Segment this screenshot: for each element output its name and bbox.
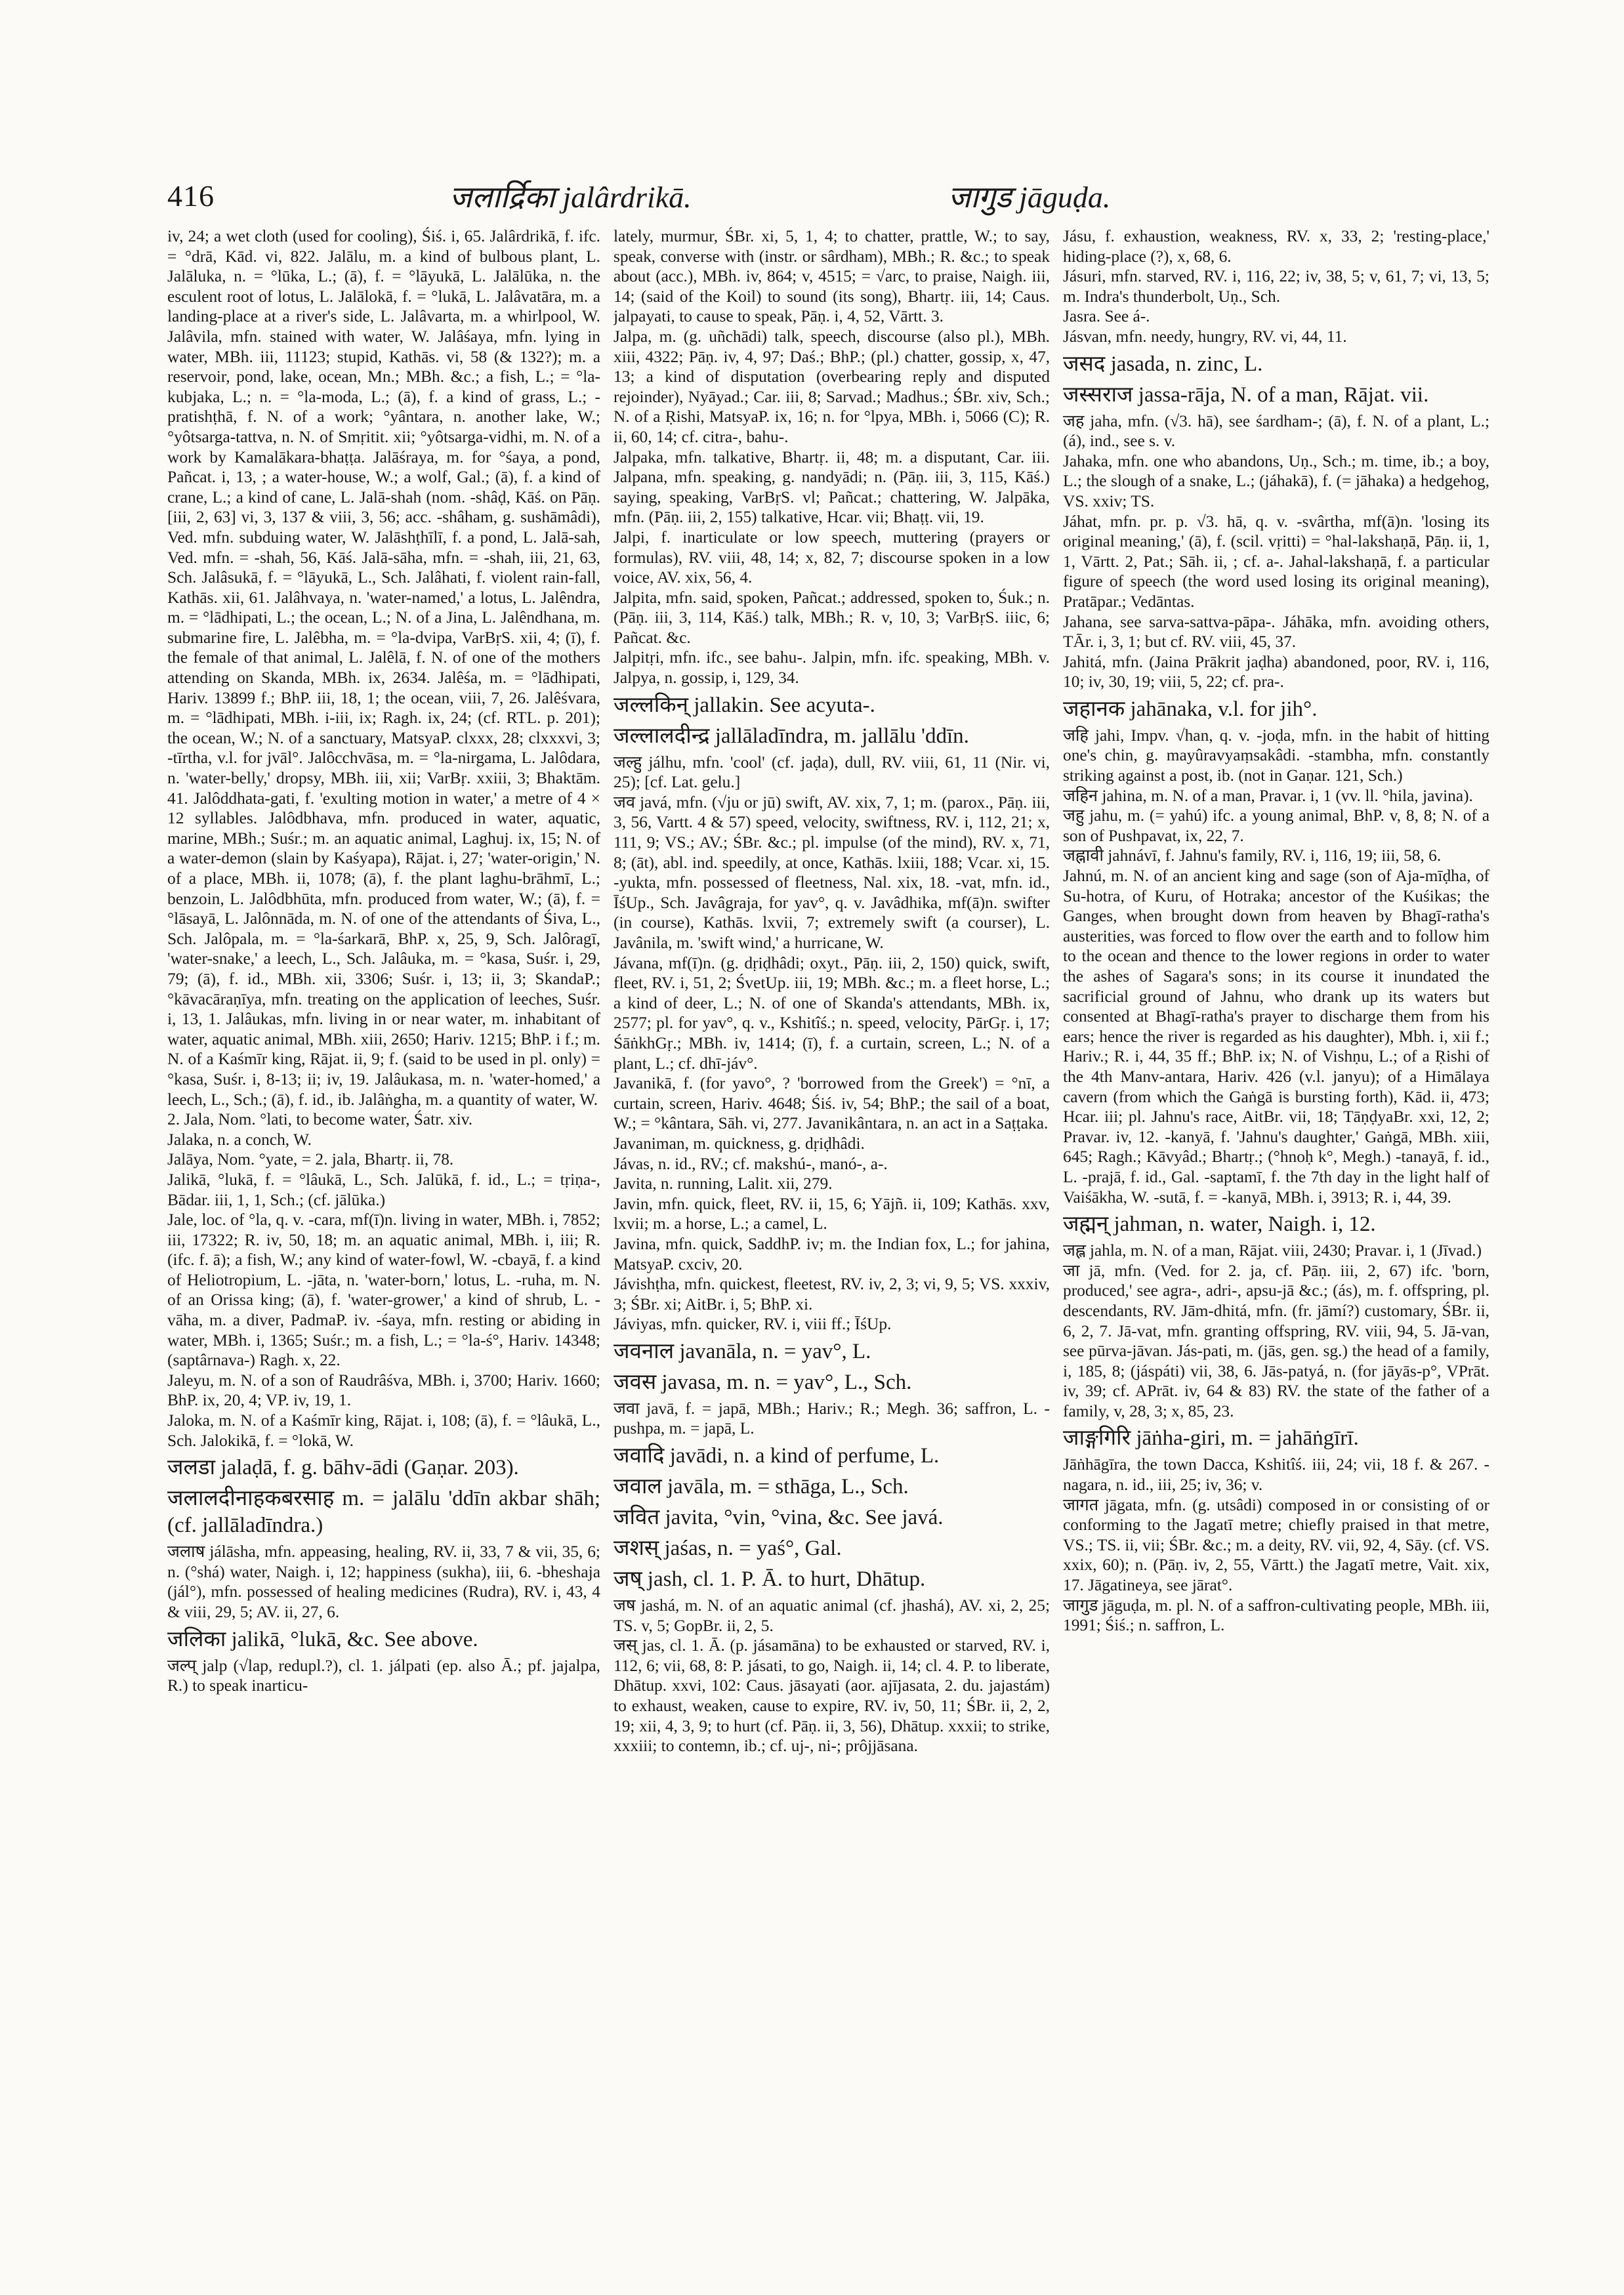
dictionary-entry: जा jā, mfn. (Ved. for 2. ja, cf. Pāṇ. iii, 2, 67) ifc. 'born, produced,' see agra-, adri-, apsu-jā &c.; (ás), m. f. offspring, pl. descendants, RV. Jām-dhitá, mfn. (fr. jāmí?) customary, ŚBr. ii, 6, 2, 7. Jā-vat, mfn. granting offspring, RV. viii, 94, 5. Jā-van, see pūrva-jāvan. Jás-pati, m. (jās, gen. sg.) the head of a family, i, 185, 8; (jáspáti) vii, 38, 6. Jās-patyá, n. (for jāyās-p°, VPrāt. iv, 39; cf. APrāt. iv, 64 & 83) RV. the state of the father of a family, v, 28, 3; x, 85, 23. bbox=[1063, 1261, 1489, 1420]
dictionary-entry: Jáhat, mfn. pr. p. √3. hā, q. v. -svârtha, mf(ā)n. 'losing its original meaning,' (ā), f. (scil. vṛitti) = °hal-lakshaṇā, Pāṇ. ii, 1, 1, Vārtt. 2, Pat.; Sāh. ii, ; cf. a-. Jahal-lakshaṇā, f. a particular figure of speech (the word used losing its original meaning), Pratāpar.; Vedāntas. bbox=[1063, 512, 1489, 611]
running-head-right: जागुड jāguḍa. bbox=[948, 180, 1111, 214]
dictionary-entry: जल्हु jálhu, mfn. 'cool' (cf. jaḍa), dull, RV. viii, 61, 11 (Nir. vi, 25); [cf. Lat. gelu.] bbox=[614, 753, 1050, 792]
dictionary-entry: जह्मन् jahman, n. water, Naigh. i, 12. bbox=[1063, 1212, 1376, 1237]
dictionary-entry: Jalpitṛi, mfn. ifc., see bahu-. Jalpin, mfn. ifc. speaking, MBh. v. Jalpya, n. gossip, i, 129, 34. bbox=[614, 648, 1050, 688]
dictionary-entry: जल्लकिन् jallakin. See acyuta-. bbox=[614, 693, 875, 717]
running-head-left: जलार्द्रिका jalârdrikā. bbox=[449, 180, 692, 214]
dictionary-entry: Jalāya, Nom. °yate, = 2. jala, Bhartṛ. ii, 78. bbox=[167, 1150, 454, 1169]
dictionary-entry: जलाष jálāsha, mfn. appeasing, healing, RV. ii, 33, 7 & vii, 35, 6; n. (°shá) water, Naigh. i, 12; happiness (sukha), iii, 6. -bheshaja (jál°), mfn. possessed of healing medicines (Rudra), RV. i, 43, 4 & viii, 29, 5; AV. ii, 27, 6. bbox=[167, 1542, 600, 1621]
dictionary-entry: जवनाल javanāla, n. = yav°, L. bbox=[614, 1339, 871, 1363]
dictionary-entry: जसद jasada, n. zinc, L. bbox=[1063, 352, 1263, 376]
dictionary-entry: जहु jahu, m. (= yahú) ifc. a young animal, BhP. v, 8, 8; N. of a son of Pushpavat, ix, 22, 7. bbox=[1063, 806, 1489, 845]
dictionary-entry: Jale, loc. of °la, q. v. -cara, mf(ī)n. living in water, MBh. i, 7852; iii, 17322; R. iv, 50, 18; m. an aquatic animal, MBh. i, iii; R. (ifc. f. ā); a fish, W.; any kind of water-fowl, W. -cbayā, f. a kind of Heliotropium, L. -jāta, n. 'water-born,' lotus, L. -ruha, m. N. of an Orissa king; (ā), f. 'water-grower,' a kind of shrub, L. -vāha, m. a diver, PadmaP. iv. -śaya, mfn. resting or abiding in water, MBh. i, 1365; Suśr.; m. a fish, L.; = °la-ś°, Hariv. 14348; (saptârnava-) Ragh. x, 22. bbox=[167, 1210, 600, 1370]
dictionary-entry: जल्प् jalp (√lap, redupl.?), cl. 1. jálpati (ep. also Ā.; pf. jajalpa, R.) to speak inarticu- bbox=[167, 1656, 600, 1695]
dictionary-entry: जवस javasa, m. n. = yav°, L., Sch. bbox=[614, 1370, 912, 1394]
dictionary-entry: जवित javita, °vin, °vina, &c. See javá. bbox=[614, 1506, 944, 1530]
dictionary-column-1 bbox=[167, 226, 600, 2244]
dictionary-entry: जल्लालदीन्द्र jallāladīndra, m. jallālu 'ddīn. bbox=[614, 724, 969, 748]
dictionary-column-3 bbox=[1063, 226, 1489, 2244]
dictionary-entry: Javaniman, m. quickness, g. dṛiḍhâdi. bbox=[614, 1134, 865, 1153]
dictionary-entry: Jalpaka, mfn. talkative, Bhartṛ. ii, 48; m. a disputant, Car. iii. Jalpana, mfn. speaking, g. nandyādi; n. (Pāṇ. iii, 3, 115, Kāś.) saying, speaking, VarBṛS. vl; Pañcat.; chattering, W. Jalpāka, mfn. (Pāṇ. iii, 2, 155) talkative, Hcar. vii; Bhaṭṭ. vii, 19. bbox=[614, 447, 1050, 527]
dictionary-entry: Jahnú, m. N. of an ancient king and sage (son of Aja-mīḍha, of Su-hotra, of Kuru, of Hotraka; ancestor of the Kuśikas; the Ganges, when brought down from heaven by Bhagī-ratha's austerities, was forced to flow over the earth and to follow him to the ocean and thence to the lower regions in order to water the ashes of Sagara's sons; in its course it inundated the sacrificial ground of Jahnu, who drank up its waters but consented at Bhagī-ratha's prayer to discharge them from his ears; hence the river is regarded as his daughter), Mbh. i, xii f.; Hariv.; R. i, 44, 35 ff.; BhP. ix; N. of Vishṇu, L.; of a Ṛishi of the 4th Manv-antara, Hariv. 426 (v.l. janyu); of a Himālaya cavern (from which the Gaṅgā is bursting forth), Kād. ii, 473; Hcar. iii; pl. Jahnu's race, AitBr. vii, 18; TāṇḍyaBr. xxi, 12, 2; Pravar. iv, 12. -kanyā, f. 'Jahnu's daughter,' Gaṅgā, MBh. xiii, 645; Ragh.; Kāvyâd.; Bhartṛ.; (°hnoḥ k°, Megh.) -tanayā, f. id., L. -prajā, f. id., Gal. -saptamī, f. the 7th day in the light half of Vaiśākha, W. -sutā, f. = -kanyā, MBh. i, 3913; R. i, 44, 39. bbox=[1063, 867, 1489, 1207]
dictionary-entry: Javin, mfn. quick, fleet, RV. ii, 15, 6; Yājñ. ii, 109; Kathās. xxv, lxvii; m. a horse, L.; a camel, L. bbox=[614, 1194, 1050, 1233]
dictionary-entry: जवादि javādi, n. a kind of perfume, L. bbox=[614, 1444, 940, 1468]
dictionary-entry: जलडा jalaḍā, f. g. bāhv-ādi (Gaṇar. 203). bbox=[167, 1456, 519, 1480]
dictionary-entry: जाङ्गगिरि jāṅha-giri, m. = jahāṅgīrī. bbox=[1063, 1426, 1359, 1451]
dictionary-entry: Jalpi, f. inarticulate or low speech, muttering (prayers or formulas), RV. viii, 48, 14; x, 82, 7; discourse spoken in a low voice, AV. xix, 56, 4. bbox=[614, 527, 1050, 587]
dictionary-entry: Javanikā, f. (for yavo°, ? 'borrowed from the Greek') = °nī, a curtain, screen, Hariv. 4648; Śiś. iv, 54; BhP.; the sail of a boat, W.; = °kântara, Sāh. vi, 277. Javanikântara, n. an act in a Saṭṭaka. bbox=[614, 1074, 1050, 1133]
dictionary-entry: lately, murmur, ŚBr. xi, 5, 1, 4; to chatter, prattle, W.; to say, speak, converse with (instr. or sârdham), MBh.; R. &c.; to speak about (acc.), MBh. iv, 864; v, 4515; = √arc, to praise, Naigh. iii, 14; (said of the Koil) to sound (its song), Bhartṛ. iii, 14; Caus. jalpayati, to cause to speak, Pāṇ. i, 4, 52, Vārtt. 3. bbox=[614, 227, 1050, 326]
dictionary-entry: जलिका jalikā, °lukā, &c. See above. bbox=[167, 1627, 478, 1651]
dictionary-entry: Jávas, n. id., RV.; cf. makshú-, manó-, a-. bbox=[614, 1154, 888, 1173]
dictionary-entry: Jalpa, m. (g. uñchādi) talk, speech, discourse (also pl.), MBh. xiii, 4322; Pāṇ. iv, 4, 97; Daś.; BhP.; (pl.) chatter, gossip, x, 47, 13; a kind of disputation (overbearing reply and disputed rejoinder), Nyāyad.; Car. iii, 8; Sarvad.; Madhus.; ŚBr. xiv, Sch.; N. of a Ṛishi, MatsyaP. ix, 16; n. for °lpya, MBh. i, 5066 (C); R. ii, 60, 14; cf. citra-, bahu-. bbox=[614, 327, 1050, 446]
dictionary-entry: जवा javā, f. = japā, MBh.; Hariv.; R.; Megh. 36; saffron, L. -pushpa, m. = japā, L. bbox=[614, 1399, 1050, 1438]
dictionary-entry: जष् jash, cl. 1. P. Ā. to hurt, Dhātup. bbox=[614, 1567, 926, 1592]
page-header bbox=[167, 172, 1480, 224]
dictionary-entry: Jahana, see sarva-sattva-pāpa-. Jáhāka, mfn. avoiding others, TĀr. i, 3, 1; but cf. RV. viii, 45, 37. bbox=[1063, 612, 1489, 651]
dictionary-entry: Jaloka, m. N. of a Kaśmīr king, Rājat. i, 108; (ā), f. = °lâukā, L., Sch. Jalokikā, f. = °lokā, W. bbox=[167, 1411, 600, 1450]
dictionary-entry: Jaleyu, m. N. of a son of Raudrâśva, MBh. i, 3700; Hariv. 1660; BhP. ix, 20, 4; VP. iv, 19, 1. bbox=[167, 1371, 600, 1410]
dictionary-entry: जहानक jahānaka, v.l. for jih°. bbox=[1063, 697, 1318, 721]
dictionary-column-2 bbox=[614, 226, 1050, 2244]
dictionary-entry: Jalikā, °lukā, f. = °lâukā, L., Sch. Jalūkā, f. id., L.; = tṛiṇa-, Bādar. iii, 1, 1, Sch.; (cf. jālūka.) bbox=[167, 1170, 600, 1209]
dictionary-entry: Jáviyas, mfn. quicker, RV. i, viii ff.; ĪśUp. bbox=[614, 1315, 892, 1334]
dictionary-entry: जह्ल jahla, m. N. of a man, Rājat. viii, 2430; Pravar. i, 1 (Jīvad.) bbox=[1063, 1241, 1482, 1260]
dictionary-entry: Jásu, f. exhaustion, weakness, RV. x, 33, 2; 'resting-place,' hiding-place (?), x, 68, 6. bbox=[1063, 227, 1489, 266]
dictionary-entry: Javita, n. running, Lalit. xii, 279. bbox=[614, 1174, 833, 1193]
dictionary-entry: जलालदीनाहकबरसाह m. = jalālu 'ddīn akbar shāh; (cf. jallāladīndra.) bbox=[167, 1487, 600, 1538]
dictionary-entry: जहिन jahina, m. N. of a man, Pravar. i, 1 (vv. ll. °hila, javina). bbox=[1063, 786, 1473, 805]
dictionary-entry: 2. Jala, Nom. °lati, to become water, Śatr. xiv. bbox=[167, 1110, 473, 1129]
dictionary-entry: जह jaha, mfn. (√3. hā), see śardham-; (ā), f. N. of a plant, L.; (á), ind., see s. v. bbox=[1063, 411, 1489, 451]
dictionary-entry: Jalpita, mfn. said, spoken, Pañcat.; addressed, spoken to, Śuk.; n. (Pāṇ. iii, 3, 114, Kāś.) talk, MBh.; R. v, 10, 3; VarBṛS. iiic, 6; Pañcat. &c. bbox=[614, 588, 1050, 647]
dictionary-entry: Jahaka, mfn. one who abandons, Uṇ., Sch.; m. time, ib.; a boy, L.; the slough of a snake, L.; (jáhakā), f. (= jāhaka) a hedgehog, VS. xxiv; TS. bbox=[1063, 451, 1489, 510]
dictionary-entry: जशस् jaśas, n. = yaś°, Gal. bbox=[614, 1537, 842, 1561]
dictionary-entry: जागुड jāguḍa, m. pl. N. of a saffron-cultivating people, MBh. iii, 1991; Śiś.; n. saffron, L. bbox=[1063, 1596, 1489, 1635]
dictionary-entry: Javina, mfn. quick, SaddhP. iv; m. the Indian fox, L.; for jahina, MatsyaP. cxciv, 20. bbox=[614, 1234, 1050, 1273]
dictionary-entry: जागत jāgata, mfn. (g. utsâdi) composed in or consisting of or conforming to the Jagatī metre; chiefly praised in that metre, VS.; TS. ii, vii; ŚBr. &c.; m. a deity, RV. vii, 92, 4, Sāy. (cf. VS. xxix, 60); n. (Pāṇ. iv, 2, 55, Vārtt.) the Jagatī metre, Vait. xix, 17. Jāgatineya, see jārat°. bbox=[1063, 1495, 1489, 1595]
dictionary-entry: जस् jas, cl. 1. Ā. (p. jásamāna) to be exhausted or starved, RV. i, 112, 6; vii, 68, 8: P. jásati, to go, Naigh. ii, 14; cl. 4. P. to liberate, Dhātup. xxvi, 102: Caus. jāsayati (aor. ajījasata, 2. du. jajastám) to exhaust, weaken, cause to expire, RV. iv, 50, 11; ŚBr. ii, 2, 2, 19; xii, 4, 3, 9; to hurt (cf. Pāṇ. ii, 3, 56), Dhātup. xxxii; to strike, xxxiii; to contemn, ib.; cf. uj-, ni-; prôjjāsana. bbox=[614, 1636, 1050, 1756]
dictionary-entry: जवाल javāla, m. = sthāga, L., Sch. bbox=[614, 1475, 909, 1499]
dictionary-entry: Jalaka, n. a conch, W. bbox=[167, 1130, 312, 1149]
dictionary-entry: जष jashá, m. N. of an aquatic animal (cf. jhashá), AV. xi, 2, 25; TS. v, 5; GopBr. ii, 2, 5. bbox=[614, 1596, 1050, 1635]
page-number: 416 bbox=[167, 179, 215, 213]
dictionary-entry: Jásvan, mfn. needy, hungry, RV. vi, 44, 11. bbox=[1063, 327, 1347, 346]
dictionary-entry: जस्सराज jassa-rāja, N. of a man, Rājat. vii. bbox=[1063, 382, 1429, 407]
dictionary-entry: iv, 24; a wet cloth (used for cooling), Śiś. i, 65. Jalârdrikā, f. ifc. = °drā, Kād. vi, 822. Jalālu, m. a kind of bulbous plant, L. Jalāluka, n. = °lūka, L.; (ā), f. = °lāyukā, L. Jalālūka, n. the esculent root of lotus, L. Jalālokā, f. = °lukā, L. Jalâvatāra, m. a landing-place at a river's side, L. Jalâvarta, m. a whirlpool, W. Jalâvila, mfn. stained with water, W. Jalâśaya, mfn. lying in water, MBh. iii, 11123; stupid, Kathās. vi, 58 (& 132?); m. a reservoir, pond, lake, ocean, Mn.; MBh. &c.; a fish, L.; = °la-kubjaka, L.; n. = °la-moda, L.; (ā), f. a kind of grass, L.; -pratishṭhā, f. N. of a work; °yântara, n. another lake, W.; °yôtsarga-tattva, n. N. of Smṛitit. xii; °yôtsarga-vidhi, m. N. of a work by Kamalākara-bhaṭṭa. Jalāśraya, m. for °śaya, a pond, Pañcat. i, 13, ; a water-house, W.; a wolf, Gal.; (ā), f. a kind of crane, L.; a kind of cane, L. Jalā-shah (nom. -shâḍ, Kāś. on Pāṇ. [iii, 2, 63] vi, 3, 137 & viii, 3, 56; acc. -shâham, g. sushāmâdi), Ved. mfn. subduing water, W. Jalāshṭhīlī, f. a pond, L. Jalā-sah, Ved. mfn. = -shah, 56, Kāś. Jalā-sāha, mfn. = -shah, iii, 21, 63, Sch. Jalâsukā, f. = °lāyukā, L., Sch. Jalâhati, f. violent rain-fall, Kathās. xii, 61. Jalâhvaya, n. 'water-named,' a lotus, L. Jalêndra, m. = °lādhipati, L.; the ocean, L.; N. of a Jina, L. Jalêndhana, m. submarine fire, L. Jalêbha, m. = °la-dvipa, VarBṛS. xii, 4; (ī), f. the female of that animal, L. Jalêlā, f. N. of one of the mothers attending on Skanda, MBh. ix, 2634. Jalêśa, m. = °lādhipati, Hariv. 13899 f.; BhP. iii, 18, 1; the ocean, viii, 7, 26. Jalêśvara, m. = °lādhipati, MBh. i-iii, ix; Ragh. ix, 24; (cf. RTL. p. 201); the ocean, W.; N. of a sanctuary, MatsyaP. clxxx, 28; clxxxvi, 3; -tīrtha, v.l. for jvāl°. Jalôcchvāsa, m. = °la-nirgama, L. Jalôdara, n. 'water-belly,' dropsy, MBh. iii, xii; VarBṛ. xxiii, 3; Bhaktām. 41. Jalôddhata-gati, f. 'exulting motion in water,' a metre of 4 × 12 syllables. Jalôdbhava, mfn. produced in water, aquatic, marine, MBh.; Suśr.; m. an aquatic animal, Laghuj. ix, 15; N. of a water-demon (slain by Kaśyapa), Rājat. i, 27; 'water-origin,' N. of a place, MBh. ii, 1078; (ā), f. the plant laghu-brāhmī, L.; benzoin, L. Jalôdbhūta, mfn. produced from water, W.; (ā), f. = °lāsayā, L. Jalônnāda, m. N. of one of the attendants of Śiva, L., Sch. Jalôpala, m. = °la-śarkarā, BhP. x, 25, 9, Sch. Jalôragī, 'water-snake,' a leech, L., Sch. Jalâuka, m. = °kasa, Suśr. i, 29, 79; (ā), f. id., MBh. xii, 3306; Suśr. i, 13; ii, 3; SkandaP.; °kāvacāraṇīya, mfn. treating on the application of leeches, Suśr. i, 13, 1. Jalâukas, mfn. living in or near water, m. inhabitant of water, aquatic animal, MBh. xiii, 2650; Hariv. 1215; BhP. i f.; m. N. of a Kaśmīr king, Rājat. ii, 9; f. (said to be used in pl. only) = °kasa, Suśr. i, 8-13; ii; iv, 19. Jalâukasa, m. n. 'water-homed,' a leech, L., Sch.; (ā), f. id., ib. Jalâṅgha, m. a quantity of water, W. bbox=[167, 227, 600, 1109]
dictionary-entry: जव javá, mfn. (√ju or jū) swift, AV. xix, 7, 1; m. (parox., Pāṇ. iii, 3, 56, Vartt. 4 & 57) speed, velocity, swiftness, RV. i, 112, 21; x, 111, 9; VS.; AV.; ŚBr. &c.; pl. impulse (of the mind), RV. x, 71, 8; (āt), abl. ind. speedily, at once, Kathās. lxiii, 188; Vcar. xi, 15. -yukta, mfn. possessed of fleetness, Nal. xix, 18. -vat, mfn. id., ĪśUp., Sch. Javâgraja, for yav°, q. v. Javâdhika, mf(ā)n. swifter (in course), Kathās. lxvii, 7; extremely swift (a courser), L. Javânila, m. 'swift wind,' a hurricane, W. bbox=[614, 793, 1050, 952]
dictionary-entry: Jávishṭha, mfn. quickest, fleetest, RV. iv, 2, 3; vi, 9, 5; VS. xxxiv, 3; ŚBr. xi; AitBr. i, 5; BhP. xi. bbox=[614, 1275, 1050, 1313]
dictionary-entry: Jahitá, mfn. (Jaina Prākrit jaḍha) abandoned, poor, RV. i, 116, 10; iv, 30, 19; viii, 5, 22; cf. pra-. bbox=[1063, 652, 1489, 692]
dictionary-entry: Jasra. See á-. bbox=[1063, 307, 1150, 326]
dictionary-entry: Jāṅhāgīra, the town Dacca, Kshitîś. iii, 24; vii, 18 f. & 267. -nagara, n. id., iii, 25; iv, 36; v. bbox=[1063, 1455, 1489, 1495]
dictionary-entry: जहि jahi, Impv. √han, q. v. -joḍa, mfn. in the habit of hitting one's chin, g. mayûravyaṃsakâdi. -stambha, mfn. constantly striking against a post, ib. (not in Gaṇar. 121, Sch.) bbox=[1063, 726, 1489, 785]
dictionary-entry: Jásuri, mfn. starved, RV. i, 116, 22; iv, 38, 5; v, 61, 7; vi, 13, 5; m. Indra's thunderbolt, Uṇ., Sch. bbox=[1063, 267, 1489, 306]
dictionary-entry: Jávana, mf(ī)n. (g. dṛiḍhâdi; oxyt., Pāṇ. iii, 2, 150) quick, swift, fleet, RV. i, 51, 2; ŚvetUp. iii, 19; MBh. &c.; m. a fleet horse, L.; a kind of deer, L.; N. of one of Skanda's attendants, MBh. ix, 2577; pl. for yav°, q. v., Kshitîś.; n. speed, velocity, PārGṛ. i, 17; ŚāṅkhGṛ.; MBh. iv, 1414; (ī), f. a curtain, screen, L.; N. of a plant, L.; cf. dhī-jáv°. bbox=[614, 953, 1050, 1073]
dictionary-entry: जह्नावी jahnávī, f. Jahnu's family, RV. i, 116, 19; iii, 58, 6. bbox=[1063, 846, 1442, 865]
